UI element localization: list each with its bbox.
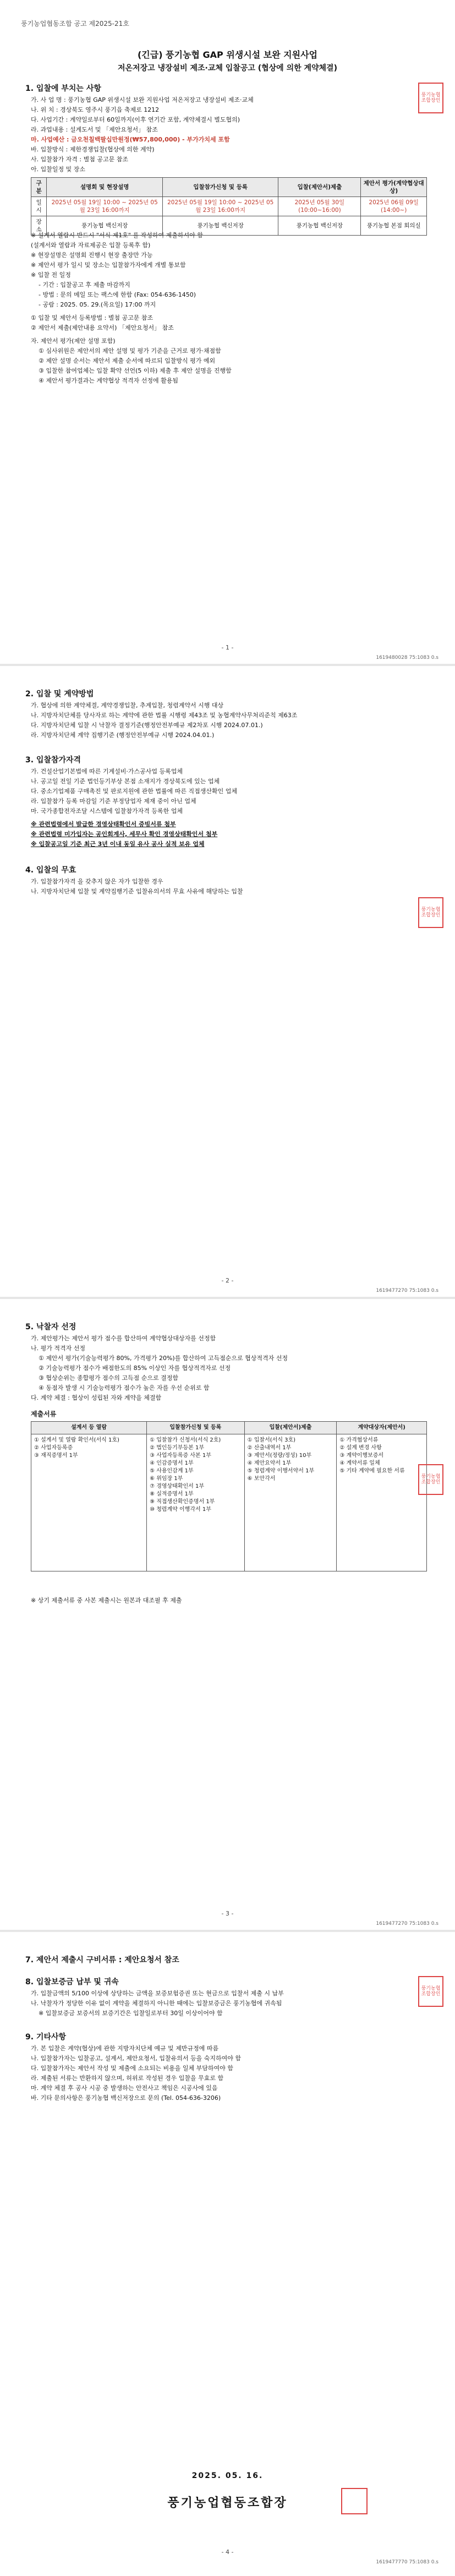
schedule-cell: 풍기농협 본점 회의실 xyxy=(361,216,427,236)
issue-date: 2025. 05. 16. xyxy=(191,2471,264,2480)
section-4-heading: 4. 입찰의 무효 xyxy=(25,866,76,875)
page-number: - 1 - xyxy=(221,644,234,651)
page-3 xyxy=(0,1299,455,1932)
document-title xyxy=(33,48,422,75)
schedule-row-time xyxy=(31,197,427,216)
s3-line: 가. 건설산업기본법에 따른 기계설비·가스공사업 등록업체 xyxy=(31,768,183,775)
schedule-cell: 풍기농협 백신저장 xyxy=(278,216,361,236)
s9-line: 가. 본 입찰은 계약(협상)에 관한 지방자치단체 예규 및 제반규정에 따름 xyxy=(31,2045,219,2052)
s1-note: 자. 제안서 평가(제안 설명 포함) xyxy=(31,337,116,345)
s1-note: ④ 제안서 평가결과는 계약협상 적격자 선정에 활용됨 xyxy=(39,377,178,384)
document-number: 풍기농업협동조합 공고 제2025-21호 xyxy=(21,20,129,28)
s1-note: - 기간 : 입찰공고 후 제출 마감까지 xyxy=(39,281,130,288)
s2-line: 나. 지방자치단체를 당사자로 하는 계약에 관한 법률 시행령 제43조 및 농협계약사무처리준칙 제63조 xyxy=(31,712,298,719)
s8-line: 가. 입찰금액의 5/100 이상에 상당하는 금액을 보증보험증권 또는 현금으로 입찰서 제출 시 납부 xyxy=(31,1990,284,1997)
section-3-heading: 3. 입찰참가자격 xyxy=(25,756,81,765)
s2-line: 라. 지방자치단체 계약 집행기준 (행정안전부예규 시행 2024.04.01.) xyxy=(31,732,215,739)
s3-note: ※ 입찰공고일 기준 최근 3년 이내 동일 유사 공사 실적 보유 업체 xyxy=(31,841,205,848)
schedule-label: 아. 입찰일정 및 장소 xyxy=(31,166,85,173)
s1-note: ② 제안서 제출(제안내용 요약서) 「제안요청서」 참조 xyxy=(31,324,174,331)
s3-note: ※ 관련법령에서 발급한 경영상태확인서 증빙서류 첨부 xyxy=(31,821,176,828)
schedule-table xyxy=(31,177,427,236)
section-9-heading: 9. 기타사항 xyxy=(25,2033,67,2042)
s1-note: - 공람 : 2025. 05. 29.(목요일) 17:00 까지 xyxy=(39,301,156,308)
s1-line: 다. 사업기간 : 계약일로부터 60일까지(이후 연기간 포함, 계약체결시 별도협의) xyxy=(31,116,240,123)
page-2 xyxy=(0,666,455,1299)
s1-note: ※ 입찰 전 일정 xyxy=(31,271,71,279)
seal-stamp: 풍기농협 조합장인 xyxy=(418,1464,443,1495)
s1-line: 나. 위 치 : 경상북도 영주시 풍기읍 축제로 1212 xyxy=(31,106,160,113)
docs-row xyxy=(31,1434,427,1571)
s5-line: ② 기술능력평가 점수가 배점한도의 85% 이상인 자를 협상적격자로 선정 xyxy=(39,1365,231,1372)
docs-header: 설계서 등 열람 xyxy=(31,1422,147,1434)
docs-header: 계약대상자(제안서) xyxy=(337,1422,427,1434)
schedule-header: 구 분 xyxy=(31,178,47,197)
seal-stamp: 풍기농협 조합장인 xyxy=(418,1976,443,2007)
docs-header: 입찰(제안서)제출 xyxy=(244,1422,337,1434)
section-2-heading: 2. 입찰 및 계약방법 xyxy=(25,690,94,698)
s2-line: 가. 협상에 의한 계약체결, 계약경쟁입찰, 추계입찰, 청렴계약서 시행 대상 xyxy=(31,702,224,709)
docs-label: 제출서류 xyxy=(31,1410,57,1418)
schedule-cell: 일 시 xyxy=(31,197,47,216)
s5-line: ④ 동점자 발생 시 기술능력평가 점수가 높은 자를 우선 순위로 함 xyxy=(39,1384,210,1391)
page-number: - 2 - xyxy=(221,1277,234,1284)
docs-note: ※ 상기 제출서류 중 사본 제출시는 원본과 대조필 후 제출 xyxy=(31,1597,182,1604)
s5-line: 다. 계약 체결 : 협상이 성립된 자와 계약을 체결함 xyxy=(31,1394,162,1401)
s9-line: 나. 입찰참가자는 입찰공고, 설계서, 제안요청서, 입찰유의서 등을 숙지하여야 함 xyxy=(31,2055,241,2062)
s1-note: ※ 설계서 열람시 반드시 "서식 제1호" 를 작성하여 제출하셔야 함 xyxy=(31,232,203,239)
s3-line: 다. 중소기업제품 구매촉진 및 판로지원에 관한 법률에 따른 직접생산확인 업체 xyxy=(31,788,237,795)
issuer-name: 풍기농업협동조합장 xyxy=(167,2496,288,2510)
docs-header-row xyxy=(31,1422,427,1434)
seal-stamp: 풍기농협 조합장인 xyxy=(418,897,443,928)
s3-line: 라. 입찰참가 등록 마감일 기준 부정당업자 제재 중이 아닌 업체 xyxy=(31,798,196,805)
s2-line: 다. 지방자치단체 입찰 시 낙찰자 결정기준(행정안전부예규 제2차포 시행 2024.07.01.) xyxy=(31,722,263,729)
s1-line: 사. 입찰참가 자격 : 별첨 공고문 참조 xyxy=(31,156,128,163)
schedule-cell: 2025년 06월 09일 (14:00~) xyxy=(361,197,427,216)
docs-cell: ① 설계서 및 열람 확인서(서식 1호) ② 사업자등록증 ③ 재직증명서 1부 xyxy=(31,1434,147,1571)
schedule-header: 설명회 및 현장설명 xyxy=(47,178,163,197)
s1-note: ③ 입찰한 참여업체는 입찰 확약 선언(5 이하) 제출 후 제안 설명을 진행함 xyxy=(39,367,232,374)
s3-line: 나. 공고일 전일 기준 법인등기부상 본점 소재지가 경상북도에 있는 업체 xyxy=(31,778,220,785)
footer-id: 1619477770 75:1083 0.s xyxy=(376,2559,438,2565)
page-1 xyxy=(0,0,455,666)
s8-line: ※ 입찰보증금 보증서의 보증기간은 입찰일로부터 30일 이상이어야 함 xyxy=(39,2010,223,2017)
s1-note: ※ 현장설명은 설명회 진행시 현장 출장만 가능 xyxy=(31,252,153,259)
section-7-heading: 7. 제안서 제출시 구비서류 : 제안요청서 참조 xyxy=(25,1956,179,1964)
section-8-heading: 8. 입찰보증금 납부 및 귀속 xyxy=(25,1978,119,1986)
s3-note: ※ 관련법령 미가입자는 공인회계사, 세무사 확인 경영상태확인서 첨부 xyxy=(31,831,218,838)
s9-line: 마. 계약 체결 후 공사 시공 중 발생하는 안전사고 책임은 시공사에 있음 xyxy=(31,2084,218,2092)
s4-line: 나. 지방자치단체 입찰 및 계약집행기준 입찰유의서의 무효 사유에 해당하는 입찰 xyxy=(31,888,243,895)
footer-id: 1619477270 75:1083 0.s xyxy=(376,1288,438,1294)
schedule-cell: 장 소 xyxy=(31,216,47,236)
schedule-header: 제안서 평가(계약협상대상) xyxy=(361,178,427,197)
schedule-header: 입찰참가신청 및 등록 xyxy=(162,178,278,197)
s1-note: - 방법 : 문의 메일 또는 팩스에 한함 (Fax: 054-636-1450) xyxy=(39,291,196,298)
s5-line: 나. 평가 적격자 선정 xyxy=(31,1345,85,1352)
title-line-1: (긴급) 풍기농협 GAP 위생시설 보완 지원사업 xyxy=(137,50,317,60)
footer-id: 1619477270 75:1083 0.s xyxy=(376,1921,438,1926)
schedule-header-row xyxy=(31,178,427,197)
s5-line: 가. 제안평가는 제안서 평가 점수를 합산하여 계약협상대상자를 선정함 xyxy=(31,1335,216,1342)
s1-line: 라. 과업내용 : 설계도서 및 「제안요청서」 참조 xyxy=(31,126,158,133)
s9-line: 바. 기타 문의사항은 풍기농협 백신저장으로 문의 (Tel. 054-636-3206) xyxy=(31,2094,221,2102)
section-5-heading: 5. 낙찰자 선정 xyxy=(25,1323,76,1331)
schedule-cell: 풍기농협 백신저장 xyxy=(47,216,163,236)
docs-table xyxy=(31,1421,427,1571)
schedule-cell: 2025년 05월 19일 10:00 ~ 2025년 05월 23일 16:00까지 xyxy=(47,197,163,216)
s1-note: ① 입찰 및 제안서 등록방법 : 별첨 공고문 참조 xyxy=(31,314,154,321)
page-number: - 4 - xyxy=(221,2548,234,2556)
s1-note: (설계서와 열람과 자료제공은 입찰 등록후 함) xyxy=(31,242,151,249)
s9-line: 라. 제출된 서류는 반환하지 않으며, 허위로 작성된 경우 입찰을 무효로 함 xyxy=(31,2075,224,2082)
page-number: - 3 - xyxy=(221,1910,234,1917)
schedule-header: 입찰(제안서)제출 xyxy=(278,178,361,197)
s1-line: 바. 입찰방식 : 제한경쟁입찰(협상에 의한 계약) xyxy=(31,146,155,153)
schedule-cell: 풍기농협 백신저장 xyxy=(162,216,278,236)
s5-line: ① 제안서 평가(기술능력평가 80%, 가격평가 20%)를 합산하여 고득점순으로 협상적격자 선정 xyxy=(39,1355,288,1362)
docs-cell: ① 입찰참가 신청서(서식 2호) ② 법인등기부등본 1부 ③ 사업자등록증 사본 1부 ④ 인감증명서 1부 ⑤ 사용인감계 1부 ⑥ 위임장 1부 ⑦ 경영상태확인서 1부 ⑧ 실적증명서 1부 ⑨ 직접생산확인증명서 1부 ⑩ 청렴계약 이행각서 1부 xyxy=(147,1434,245,1571)
docs-header: 입찰참가신청 및 등록 xyxy=(147,1422,245,1434)
seal-stamp: 풍기농협 조합장인 xyxy=(418,83,443,113)
schedule-cell: 2025년 05월 30일 (10:00~16:00) xyxy=(278,197,361,216)
s1-budget-line: 마. 사업예산 : 금오천칠백팔십만원정(₩57,800,000) - 부가가치세 포함 xyxy=(31,136,230,143)
s5-line: ③ 협상순위는 종합평가 점수의 고득점 순으로 결정함 xyxy=(39,1374,178,1382)
s1-note: ② 제안 설명 순서는 제안서 제출 순서에 따르되 입찰방식 평가 예외 xyxy=(39,357,216,364)
s9-line: 다. 입찰참가자는 제안서 작성 및 제출에 소요되는 비용을 일체 부담하여야 함 xyxy=(31,2065,233,2072)
s3-line: 마. 국가종합전자조달 시스템에 입찰참가자격 등록한 업체 xyxy=(31,807,183,815)
s8-line: 나. 낙찰자가 정당한 이유 없이 계약을 체결하지 아니한 때에는 입찰보증금은 풍기농협에 귀속됨 xyxy=(31,2000,282,2007)
s4-line: 가. 입찰참가자격 을 갖추지 않은 자가 입찰한 경우 xyxy=(31,878,163,885)
s1-line: 가. 사 업 명 : 풍기농협 GAP 위생시설 보완 지원사업 저온저장고 냉장설비 제조·교체 xyxy=(31,96,254,103)
docs-cell: ① 입찰서(서식 3호) ② 산출내역서 1부 ③ 제안서(정량/정성) 10부 ④ 제안요약서 1부 ⑤ 청렴계약 이행서약서 1부 ⑥ 보안각서 xyxy=(244,1434,337,1571)
docs-cell: ① 가격협상서류 ② 설계 변경 사항 ③ 계약이행보증서 ④ 계약서류 일체 ⑤ 기타 계약에 필요한 서류 xyxy=(337,1434,427,1571)
schedule-cell: 2025년 05월 19일 10:00 ~ 2025년 05월 23일 16:00까지 xyxy=(162,197,278,216)
page-4 xyxy=(0,1932,455,2576)
footer-id: 1619480028 75:1083 0.s xyxy=(376,655,438,661)
s1-note: ※ 제안서 평가 일시 및 장소는 입찰참가자에게 개별 통보함 xyxy=(31,261,186,269)
section-1-heading: 1. 입찰에 부치는 사항 xyxy=(25,84,101,93)
title-line-2: 저온저장고 냉장설비 제조·교체 입찰공고 (협상에 의한 계약체결) xyxy=(118,64,337,73)
s1-note: ① 심사위원은 제안서의 제안 설명 및 평가 기준을 근거로 평가·채점함 xyxy=(39,347,221,354)
issuer-seal xyxy=(341,2488,368,2514)
